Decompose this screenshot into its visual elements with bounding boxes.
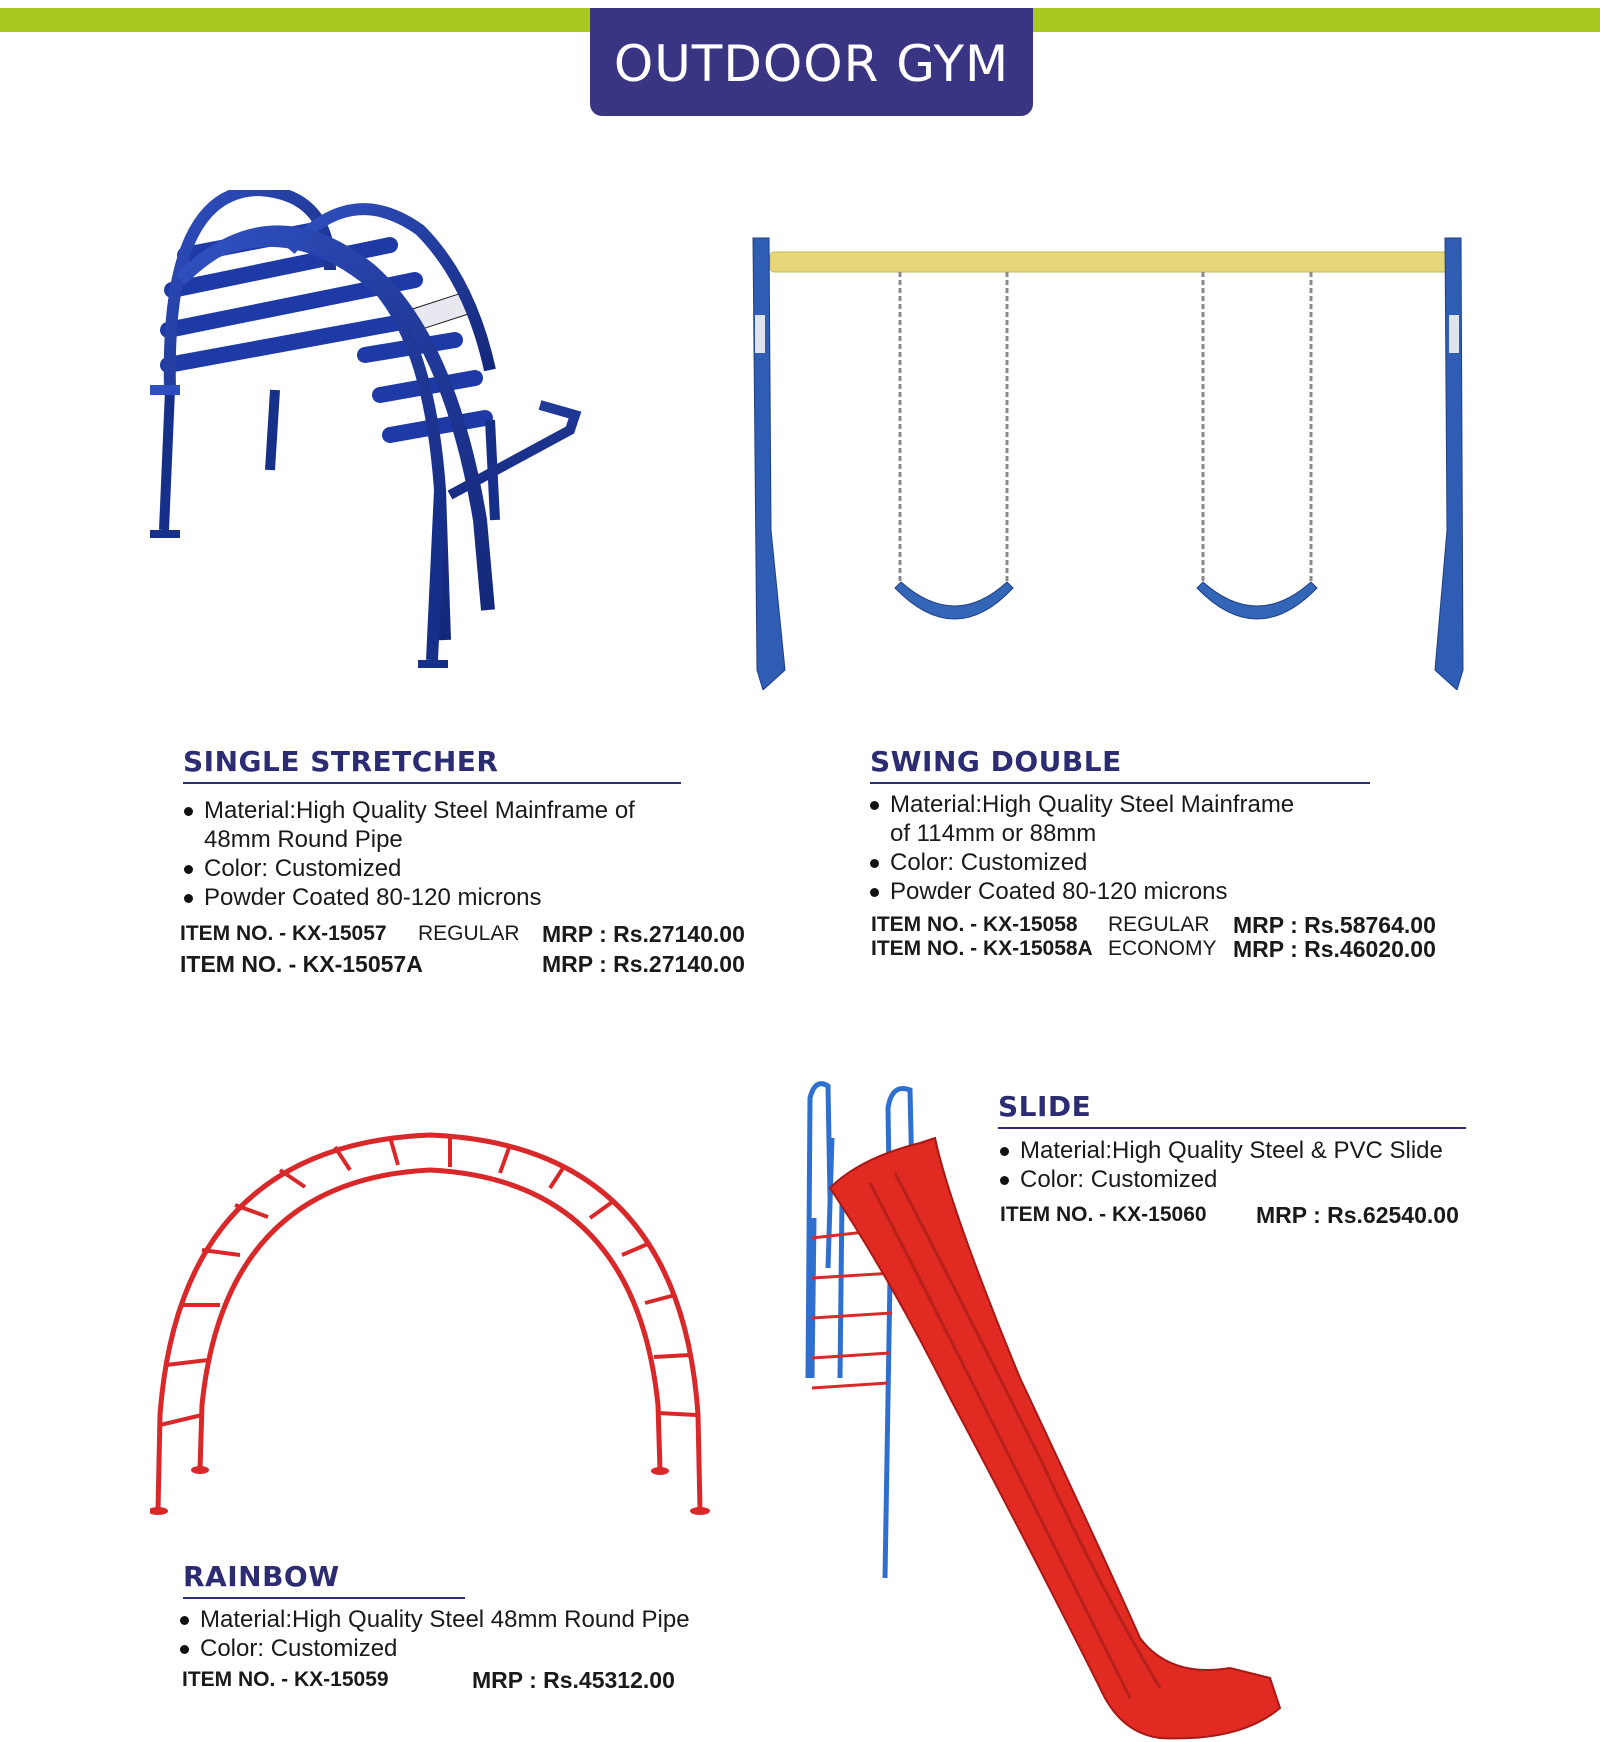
spec-item: Material:High Quality Steel Mainframe — [866, 790, 1386, 819]
item-mrp: MRP : Rs.45312.00 — [472, 1667, 675, 1693]
spec-item: Color: Customized — [176, 1634, 736, 1663]
item-code: ITEM NO. - KX-15057 — [180, 922, 387, 945]
item-grade: REGULAR — [418, 922, 520, 945]
spec-item-continued — [866, 819, 1386, 848]
slide-title: SLIDE — [998, 1090, 1466, 1129]
page-title-tab — [590, 8, 1033, 116]
item-code: ITEM NO. - KX-15058A — [871, 937, 1093, 960]
rainbow-specs — [176, 1605, 736, 1663]
single-stretcher-specs — [180, 796, 700, 912]
swing-double-specs — [866, 790, 1386, 906]
swing-double-image — [745, 230, 1475, 690]
item-mrp: MRP : Rs.62540.00 — [1256, 1202, 1459, 1228]
item-code: ITEM NO. - KX-15058 — [871, 913, 1078, 936]
item-mrp: MRP : Rs.27140.00 — [542, 921, 745, 947]
spec-item-text: of 114mm or 88mm — [890, 820, 1097, 847]
item-code: ITEM NO. - KX-15057A — [180, 951, 423, 977]
item-grade: ECONOMY — [1108, 937, 1217, 960]
spec-item: Material:High Quality Steel 48mm Round Pipe — [176, 1605, 736, 1634]
item-mrp: MRP : Rs.46020.00 — [1233, 936, 1436, 962]
single-stretcher-title: SINGLE STRETCHER — [183, 745, 681, 784]
item-code: ITEM NO. - KX-15060 — [1000, 1203, 1207, 1226]
spec-item-continued — [180, 825, 700, 854]
slide-specs — [996, 1136, 1496, 1194]
spec-item-text: 48mm Round Pipe — [204, 826, 403, 853]
swing-double-item-row — [871, 935, 1491, 963]
single-stretcher-item-row — [180, 920, 760, 948]
spec-item: Powder Coated 80-120 microns — [180, 883, 700, 912]
page-title: OUTDOOR GYM — [613, 35, 1010, 93]
spec-item: Material:High Quality Steel Mainframe of — [180, 796, 700, 825]
spec-item: Color: Customized — [866, 848, 1386, 877]
swing-double-title: SWING DOUBLE — [870, 745, 1370, 784]
rainbow-item-row — [182, 1666, 722, 1694]
rainbow-title: RAINBOW — [183, 1560, 465, 1599]
item-code: ITEM NO. - KX-15059 — [182, 1668, 389, 1691]
spec-item: Material:High Quality Steel & PVC Slide — [996, 1136, 1496, 1165]
spec-item: Color: Customized — [180, 854, 700, 883]
item-mrp: MRP : Rs.27140.00 — [542, 951, 745, 977]
item-mrp: MRP : Rs.58764.00 — [1233, 912, 1436, 938]
single-stretcher-image — [150, 190, 590, 710]
single-stretcher-item-row — [180, 950, 760, 980]
item-grade: REGULAR — [1108, 913, 1210, 936]
spec-item: Color: Customized — [996, 1165, 1496, 1194]
slide-item-row — [1000, 1201, 1520, 1229]
spec-item: Powder Coated 80-120 microns — [866, 877, 1386, 906]
rainbow-image — [150, 1125, 710, 1525]
